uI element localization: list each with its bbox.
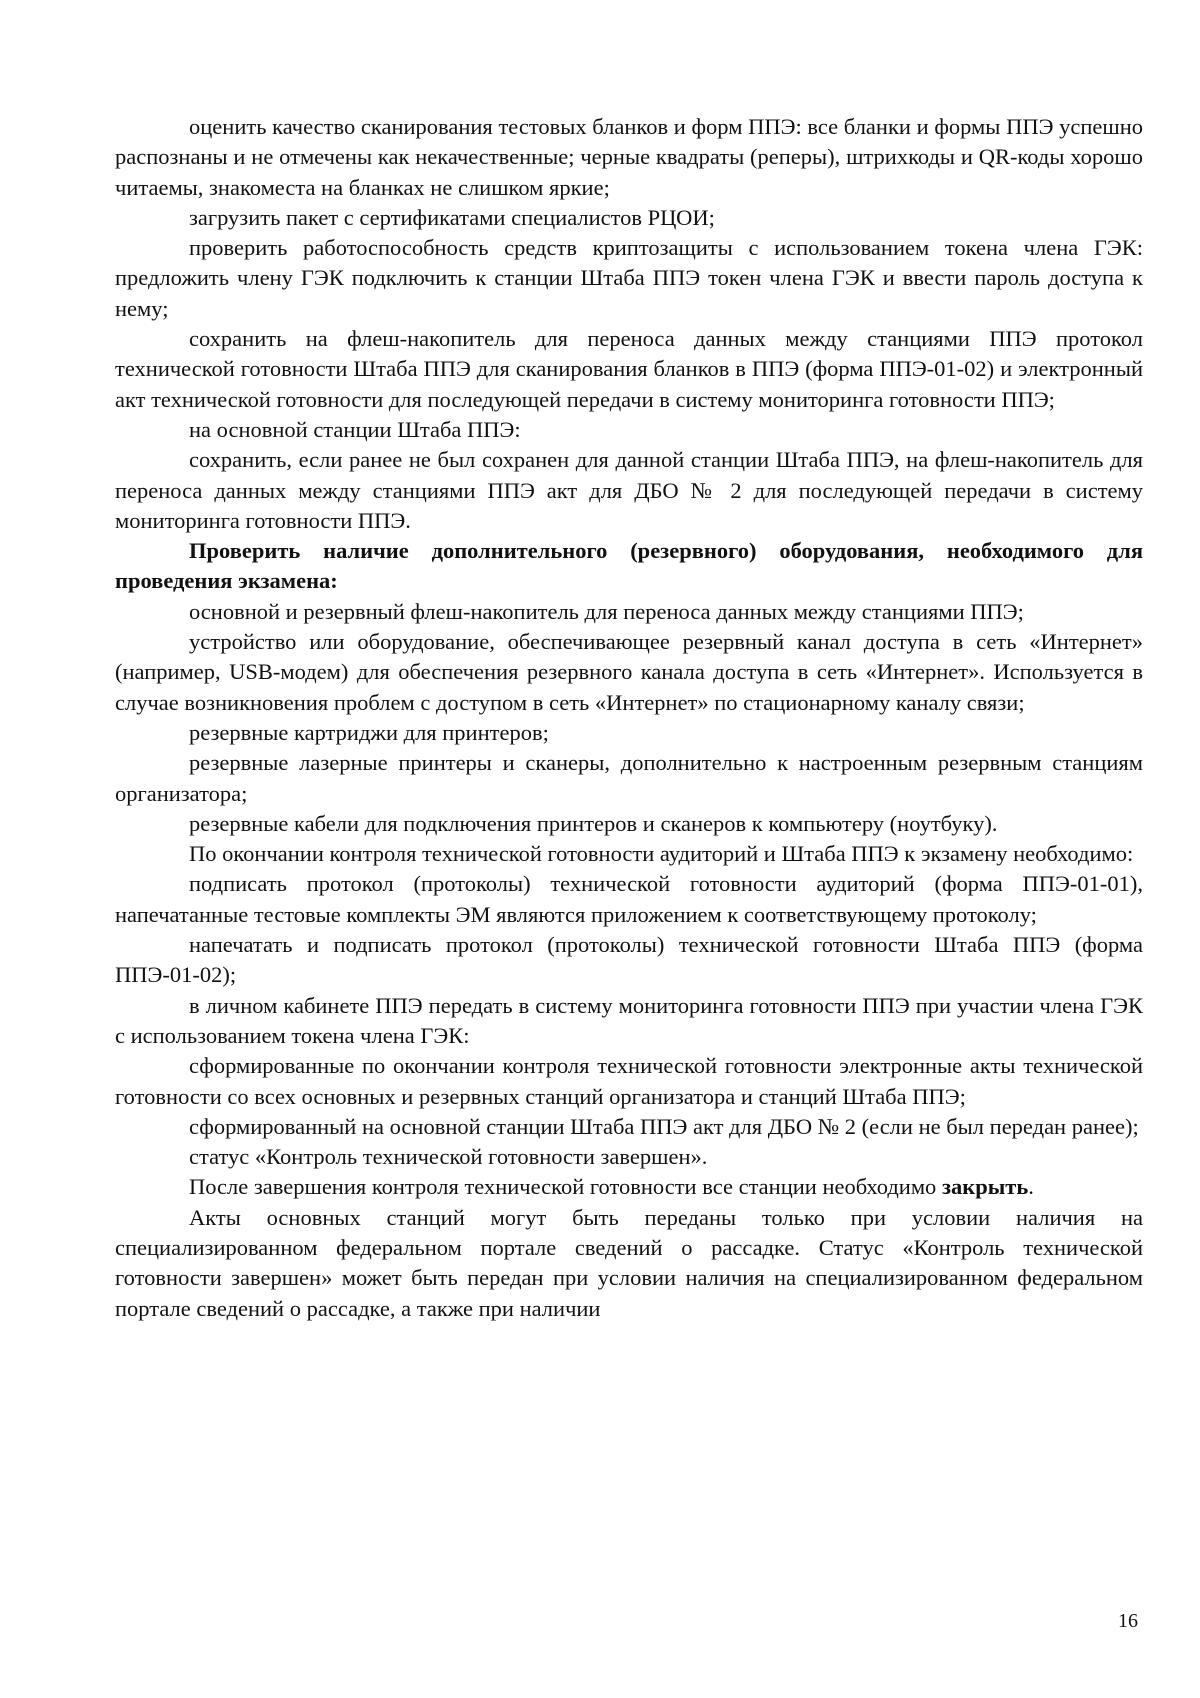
paragraph-flash-drives: основной и резервный флеш-накопитель для переноса данных между станциями ППЭ; <box>189 598 1024 624</box>
paragraph-personal-cabinet: в личном кабинете ППЭ передать в систему мониторинга готовности ППЭ при участии члена ГЭК с использованием токена члена ГЭК: <box>115 992 1143 1048</box>
paragraph-reserve-printers: резервные лазерные принтеры и сканеры, дополнительно к настроенным резервным станциям организатора; <box>115 750 1143 806</box>
paragraph-check-crypto: проверить работоспособность средств криптозащиты с использованием токена члена ГЭК: предложить члену ГЭК подключить к станции Штаба ППЭ токен члена ГЭК и ввести пароль доступа к нему; <box>115 235 1143 321</box>
paragraph-generated-acts: сформированные по окончании контроля технической готовности электронные акты технической готовности со всех основных и резервных станций организатора и станций Штаба ППЭ; <box>115 1053 1143 1109</box>
document-body <box>115 112 1143 1324</box>
paragraph-after-control: По окончании контроля технической готовности аудиторий и Штаба ППЭ к экзамену необходимо: <box>189 841 1134 867</box>
paragraph-scan-quality: оценить качество сканирования тестовых бланков и форм ППЭ: все бланки и формы ППЭ успешно распознаны и не отмечены как некачественные; черные квадраты (реперы), штрихкоды и QR-коды хорошо читаемы, знакоместа на бланках не слишком яркие; <box>115 114 1143 200</box>
paragraph-load-certificates: загрузить пакет с сертификатами специалистов РЦОИ; <box>189 204 715 230</box>
close-stations-period: . <box>1028 1174 1034 1200</box>
paragraph-close-stations <box>115 1172 1143 1202</box>
paragraph-save-protocol: сохранить на флеш-накопитель для переноса данных между станциями ППЭ протокол технической готовности Штаба ППЭ для сканирования бланков в ППЭ (форма ППЭ-01-02) и электронный акт технической готовности для последующей передачи в систему мониторинга готовности ППЭ; <box>115 326 1143 412</box>
paragraph-reserve-cables: резервные кабели для подключения принтеров и сканеров к компьютеру (ноутбуку). <box>189 810 998 836</box>
paragraph-reserve-cartridges: резервные картриджи для принтеров; <box>189 719 549 745</box>
paragraph-acts-transfer-conditions: Акты основных станций могут быть переданы только при условии наличия на специализированном федеральном портале сведений о рассадке. Статус «Контроль технической готовности завершен» может быть передан при условии наличия на специализированном федеральном портале сведений о рассадке, а также при наличии <box>115 1204 1143 1321</box>
paragraph-save-dbo-act: сохранить, если ранее не был сохранен для данной станции Штаба ППЭ, на флеш-накопитель для переноса данных между станциями ППЭ акт для ДБО № 2 для последующей передачи в систему мониторинга готовности ППЭ. <box>115 447 1143 533</box>
close-stations-text: После завершения контроля технической готовности все станции необходимо <box>189 1174 937 1200</box>
close-stations-bold-word: закрыть <box>941 1174 1029 1200</box>
paragraph-dbo-act: сформированный на основной станции Штаба ППЭ акт для ДБО № 2 (если не был передан ранее); <box>189 1113 1139 1139</box>
paragraph-status-complete: статус «Контроль технической готовности завершен». <box>189 1144 708 1170</box>
paragraph-print-protocol-hq: напечатать и подписать протокол (протоколы) технической готовности Штаба ППЭ (форма ППЭ-01-02); <box>115 932 1143 988</box>
paragraph-main-station: на основной станции Штаба ППЭ: <box>189 416 521 442</box>
paragraph-sign-protocol-rooms: подписать протокол (протоколы) технической готовности аудиторий (форма ППЭ-01-01), напечатанные тестовые комплекты ЭМ являются приложением к соответствующему протоколу; <box>115 871 1143 927</box>
page-number: 16 <box>1118 1610 1138 1632</box>
paragraph-reserve-internet: устройство или оборудование, обеспечивающее резервный канал доступа в сеть «Интернет» (например, USB-модем) для обеспечения резервного канала доступа в сеть «Интернет». Используется в случае возникновения проблем с доступом в сеть «Интернет» по стационарному каналу связи; <box>115 629 1143 715</box>
paragraph-check-reserve-heading: Проверить наличие дополнительного (резервного) оборудования, необходимого для проведения экзамена: <box>115 538 1143 594</box>
